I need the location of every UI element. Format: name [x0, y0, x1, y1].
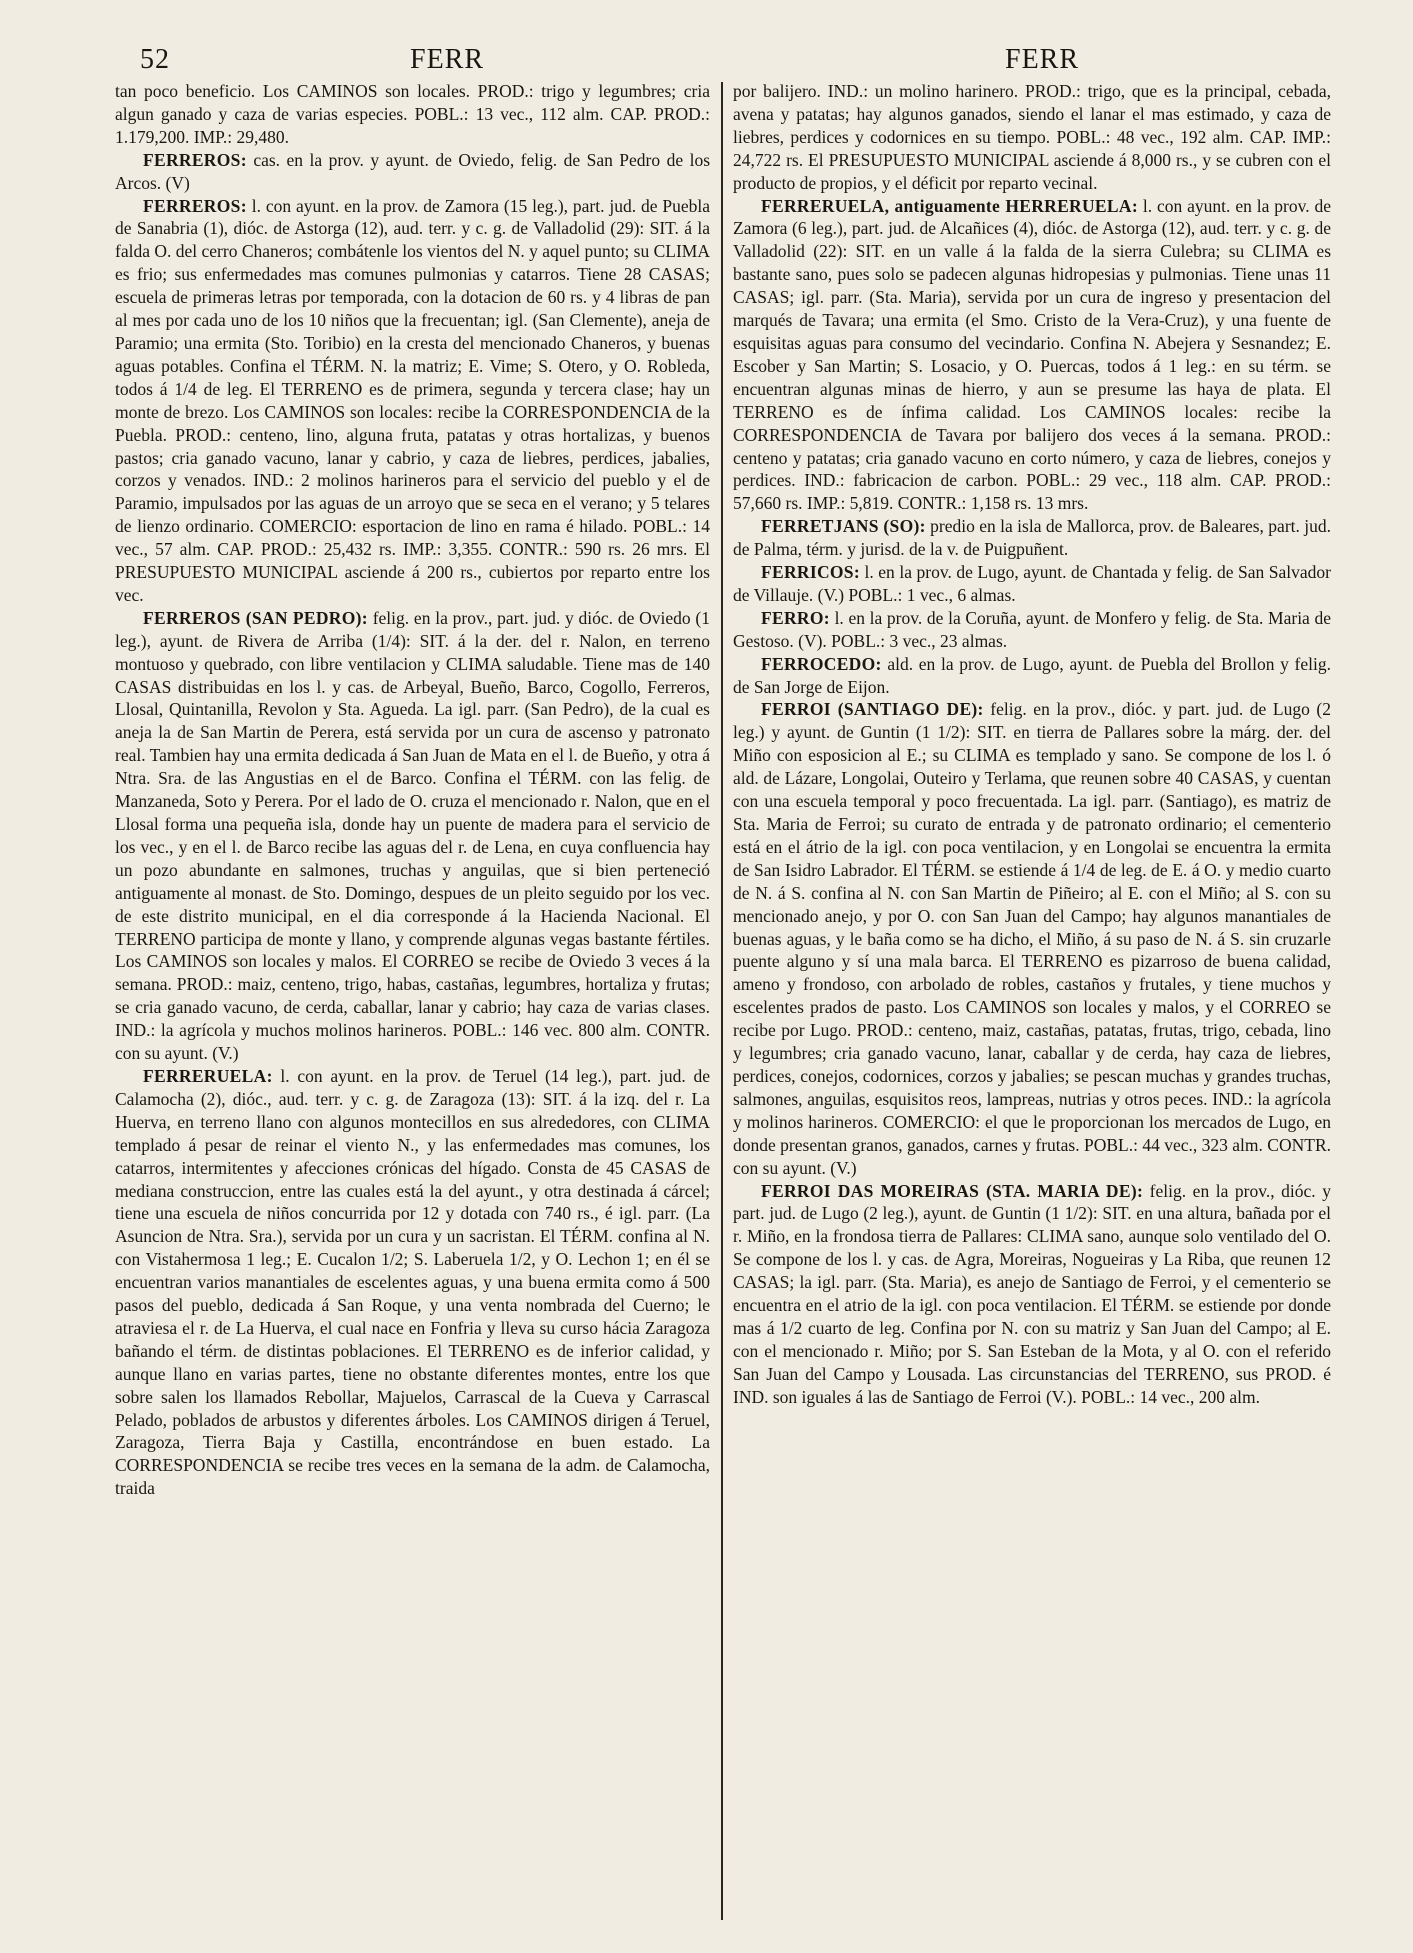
entry-headword: FERRETJANS (SO): — [761, 516, 926, 537]
entry-text: l. en la prov. de Lugo, ayunt. de Chantada y felig. de San Salvador de Villauje. (V.) POBL.: 1 vec., 6 almas. — [733, 562, 1331, 605]
entry-text: ald. en la prov. de Lugo, ayunt. de Puebla del Brollon y felig. de San Jorge de Eijon. — [733, 653, 1331, 697]
left-column — [115, 80, 710, 1920]
entry-text: l. con ayunt. en la prov. de Zamora (15 leg.), part. jud. de Puebla de Sanabria (1), dióc. de Astorga (12), aud. terr. y c. g. de Valladolid (29): SIT. á la falda O. del cerro Chaneros; combátenle los vientos del N. y aquel punto; su CLIMA es frio; sus enfermedades mas comunes pulmonias y catarros. Tiene 28 CASAS; escuela de primeras letras por temporada, con la dotacion de 60 rs. y 4 libras de pan al mes por cada uno de los 10 niños que la frecuentan; igl. (San Clemente), aneja de Paramio; una ermita (Sto. Toribio) en la cresta del mencionado Chaneros, y buenas aguas potables. Confina el TÉRM. N. la matriz; E. Vime; S. Otero, y O. Robleda, todos á 1/4 de leg. El TERRENO es de primera, segunda y tercera clase; hay un monte de brezo. Los CAMINOS son locales: recibe la CORRESPONDENCIA de la Puebla. PROD.: centeno, lino, alguna fruta, patatas y otras hortalizas, y buenos pastos; cria ganado vacuno, lanar y cabrio, y caza de liebres, perdices, jabalies, corzos y venados. IND.: 2 molinos harineros para el servicio del pueblo y el de Paramio, impulsados por las aguas de un arroyo que se seca en el verano; y 5 telares de lienzo ordinario. COMERCIO: esportacion de lino en rama é hilado. POBL.: 14 vec., 57 alm. CAP. PROD.: 25,432 rs. IMP.: 3,355. CONTR.: 590 rs. 26 mrs. El PRESUPUESTO MUNICIPAL asciende á 200 rs., cubiertos por reparto entre los vec. — [115, 195, 710, 605]
entry — [733, 698, 1331, 1179]
entry-headword: FERREROS: — [143, 195, 247, 216]
entry — [115, 80, 710, 149]
page-header — [110, 44, 1303, 80]
entry-headword: FERREROS (SAN PEDRO): — [143, 607, 368, 628]
entry-text: l. en la prov. de la Coruña, ayunt. de Monfero y felig. de Sta. Maria de Gestoso. (V). POBL.: 3 vec., 23 almas. — [733, 607, 1331, 651]
entry-headword: FERROI DAS MOREIRAS (STA. MARIA DE): — [761, 1180, 1144, 1201]
entry-headword: FERRICOS: — [761, 562, 860, 583]
entry-text: felig. en la prov., dióc. y part. jud. de Lugo (2 leg.) y ayunt. de Guntin (1 1/2): SIT. en tierra de Pallares sobre la márg. der. del Miño con esposicion al E.; su CLIMA es templado y sano. Se compone de los l. ó ald. de Lázare, Longolai, Outeiro y Terlama, que reunen sobre 40 CASAS, y cuentan con una escuela temporal y poco frecuentada. La igl. parr. (Santiago), es matriz de Sta. Maria de Ferroi; su curato de entrada y de patronato ordinario; el cementerio está en el átrio de la igl. con poca ventilacion, y en Longolai se encuentra la ermita de San Isidro Labrador. El TÉRM. se estiende á 1/4 de leg. de E. á O. y medio cuarto de N. á S. confina al N. con San Martin de Piñeiro; al E. con el Miño; al S. con su mencionado anejo, y por O. con San Juan del Campo; hay algunos manantiales de buenas aguas, y le baña como se ha dicho, el Miño, á su paso de N. á S. sin cruzarle puente alguno y sí una mala barca. El TERRENO es pizarroso de buena calidad, ameno y frondoso, con arbolado de robles, castaños y frutales, y tiene muchos y escelentes prados de pasto. Los CAMINOS son locales y malos, y el CORREO se recibe por Lugo. PROD.: centeno, maiz, castañas, patatas, frutas, trigo, cebada, lino y legumbres; cria ganado vacuno, lanar, caballar y de cerda, hay caza de liebres, perdices, conejos, codornices, corzos y jabalies; se pescan muchas y grandes truchas, salmones, anguilas, esquisitos reos, lampreas, nutrias y otros peces. IND.: la agrícola y molinos harineros. COMERCIO: el que le proporcionan los mercados de Lugo, en donde presentan granos, ganados, carnes y frutas. POBL.: 44 vec., 323 alm. CONTR. con su ayunt. (V.) — [733, 699, 1331, 1178]
entry-text: tan poco beneficio. Los CAMINOS son locales. PROD.: trigo y legumbres; cria algun ganado y caza de varias especies. POBL.: 13 vec., 112 alm. CAP. PROD.: 1.179,200. IMP.: 29,480. — [115, 81, 710, 147]
entry — [115, 607, 710, 1065]
entry-text: l. con ayunt. en la prov. de Zamora (6 leg.), part. jud. de Alcañices (4), dióc. de Astorga (12), aud. terr. y c. g. de Valladolid (22): SIT. en un valle á la falda de la sierra Culebra; su CLIMA es bastante sano, pues solo se padecen algunas hidropesias y pulmonias. Tiene unas 11 CASAS; igl. parr. (Sta. Maria), servida por un cura de ingreso y presentacion del marqués de Tavara; una ermita (el Smo. Cristo de la Vera-Cruz), y una fuente de esquisitas aguas para consumo del vecindario. Confina N. Abejera y Sesnandez; E. Escober y San Martin; S. Losacio, y O. Puercas, todos á 1 leg.: en su térm. se encuentran algunas minas de hierro, y aun se presume las haya de plata. El TERRENO es de ínfima calidad. Los CAMINOS locales: recibe la CORRESPONDENCIA de Tavara por balijero dos veces á la semana. PROD.: centeno y patatas; cria ganado vacuno en corto número, y caza de liebres, conejos y perdices. IND.: fabricacion de carbon. POBL.: 29 vec., 118 alm. CAP. PROD.: 57,660 rs. IMP.: 5,819. CONTR.: 1,158 rs. 13 mrs. — [733, 195, 1331, 514]
column-divider — [721, 82, 723, 1920]
entry — [115, 149, 710, 195]
entry — [733, 1180, 1331, 1409]
entry-headword: FERRERUELA: — [143, 1065, 273, 1086]
entry-headword: FERREROS: — [143, 149, 247, 170]
entry-text: felig. en la prov., part. jud. y dióc. de Oviedo (1 leg.), ayunt. de Rivera de Arriba (1/4): SIT. á la der. del r. Nalon, en terreno montuoso y quebrado, con libre ventilacion y CLIMA saludable. Tiene mas de 140 CASAS distribuidas en los l. y cas. de Arbeyal, Bueño, Barco, Cogollo, Ferreros, Llosal, Quintanilla, Revolon y Sta. Agueda. La igl. parr. (San Pedro), de la cual es aneja la de San Martin de Perera, está servida por un cura de ascenso y patronato real. Tambien hay una ermita dedicada á San Juan de Mata en el l. de Bueño, y otra á Ntra. Sra. de las Angustias en el de Barco. Confina el TÉRM. con las felig. de Manzaneda, Soto y Perera. Por el lado de O. cruza el mencionado r. Nalon, que en el Llosal forma una pequeña isla, donde hay un puente de madera para el servicio de los vec., y en el l. de Barco recibe las aguas del r. de Lena, en cuya confluencia hay un pozo abundante en salmones, truchas y anguilas, que si bien perteneció antiguamente al monast. de Sto. Domingo, despues de un pleito seguido por los vec. de este distrito municipal, en el dia corresponde á la Hacienda Nacional. El TERRENO participa de monte y llano, y comprende algunas vegas bastante fértiles. Los CAMINOS son locales y malos. El CORREO se recibe de Oviedo 3 veces á la semana. PROD.: maiz, centeno, trigo, habas, castañas, legumbres, hortaliza y frutas; se cria ganado vacuno, de cerda, caballar, lanar y cabrio; hay caza de varias clases. IND.: la agrícola y muchos molinos harineros. POBL.: 146 vec. 800 alm. CONTR. con su ayunt. (V.) — [115, 607, 710, 1064]
entry-headword: FERROI (SANTIAGO DE): — [761, 699, 984, 720]
entry — [733, 195, 1331, 516]
right-column — [733, 80, 1331, 1920]
page-number: 52 — [140, 44, 170, 75]
left-running-title: FERR — [410, 44, 485, 75]
entry — [733, 607, 1331, 653]
right-running-title: FERR — [1005, 44, 1080, 75]
entry-text: cas. en la prov. y ayunt. de Oviedo, felig. de San Pedro de los Arcos. (V) — [115, 149, 710, 193]
entry — [733, 515, 1331, 561]
entry-headword: FERRERUELA, antiguamente HERRERUELA: — [761, 195, 1138, 216]
entry-text: l. con ayunt. en la prov. de Teruel (14 leg.), part. jud. de Calamocha (2), dióc., aud. terr. y c. g. de Zaragoza (13): SIT. á la izq. del r. La Huerva, en terreno llano con algunos montecillos en sus alrededores, con CLIMA templado á pesar de reinar el viento N., y las enfermedades mas comunes, los catarros, intermitentes y afecciones crónicas del hígado. Consta de 45 CASAS de mediana construccion, entre las cuales está la del ayunt., y otra destinada á cárcel; tiene una escuela de niños concurrida por 12 y dotada con 740 rs., é igl. parr. (La Asuncion de Ntra. Sra.), servida por un cura y un sacristan. El TÉRM. confina al N. con Vistahermosa 1 leg.; E. Cucalon 1/2; S. Laberuela 1/2, y O. Lechon 1; en él se encuentran varios manantiales de escelentes aguas, y una buena ermita como á 500 pasos del pueblo, dedicada á San Roque, y una venta nombrada del Cuerno; le atraviesa el r. de La Huerva, el cual nace en Fonfria y lleva su curso hácia Zaragoza bañando el térm. de distintas poblaciones. El TERRENO es de inferior calidad, y aunque llano en varias partes, tiene no obstante diferentes montes, entre los que sobre salen los llamados Rebollar, Majuelos, Carrascal de la Cueva y Carrascal Pelado, poblados de arbustos y diferentes árboles. Los CAMINOS dirigen á Teruel, Zaragoza, Tierra Baja y Castilla, encontrándose en buen estado. La CORRESPONDENCIA se recibe tres veces en la semana de la adm. de Calamocha, traida — [115, 1065, 710, 1499]
entry-headword: FERROCEDO: — [761, 653, 882, 674]
entry — [733, 561, 1331, 607]
entry-headword: FERRO: — [761, 607, 830, 628]
entry — [733, 80, 1331, 195]
entry — [115, 195, 710, 607]
entry-text: predio en la isla de Mallorca, prov. de Baleares, part. jud. de Palma, térm. y jurisd. de la v. de Puigpuñent. — [733, 516, 1331, 560]
entry-text: por balijero. IND.: un molino harinero. PROD.: trigo, que es la principal, cebada, avena y patatas; hay algunos ganados, siendo el lanar el mas estimado, y caza de liebres, perdices y codornices en su tiempo. POBL.: 48 vec., 192 alm. CAP. IMP.: 24,722 rs. El PRESUPUESTO MUNICIPAL asciende á 8,000 rs., y se cubren con el producto de propios, y el déficit por reparto vecinal. — [733, 81, 1331, 193]
entry — [733, 653, 1331, 699]
entry-text: felig. en la prov., dióc. y part. jud. de Lugo (2 leg.), ayunt. de Guntin (1 1/2): SIT. en una altura, bañada por el r. Miño, en la frondosa tierra de Pallares: CLIMA sano, aunque solo ventilado del O. Se compone de los l. y cas. de Agra, Moreiras, Nogueiras y La Riba, que reunen 12 CASAS; la igl. parr. (Sta. Maria), es anejo de Santiago de Ferroi, y el cementerio se encuentra en el atrio de la igl. con poca ventilacion. El TÉRM. se estiende por donde mas á 1/2 cuarto de leg. Confina por N. con su matriz y San Juan del Campo; al E. con el mencionado r. Miño; por S. San Esteban de la Mota, y al O. con el referido San Juan del Campo y Lousada. Las circunstancias del TERRENO, sus PROD. é IND. son iguales á las de Santiago de Ferroi (V.). POBL.: 14 vec., 200 alm. — [733, 1180, 1331, 1407]
entry — [115, 1065, 710, 1500]
